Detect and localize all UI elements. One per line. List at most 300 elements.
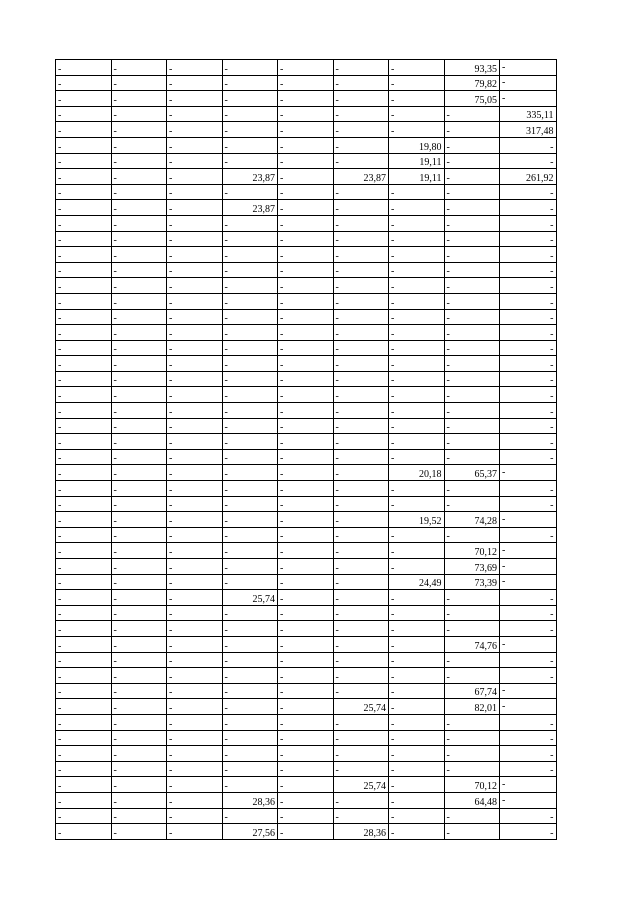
- table-cell: -: [333, 403, 389, 419]
- table-row: [56, 137, 557, 153]
- table-cell: -: [444, 231, 500, 247]
- cell-value: -: [550, 749, 554, 761]
- table-cell: -: [389, 824, 445, 840]
- table-cell: -: [278, 527, 334, 543]
- table-cell: -: [333, 137, 389, 153]
- table-cell: -: [444, 481, 500, 497]
- table-cell: -: [333, 184, 389, 200]
- table-cell: -: [333, 356, 389, 372]
- table-cell: -: [111, 371, 167, 387]
- table-cell: -: [111, 106, 167, 122]
- table-cell: -: [278, 574, 334, 590]
- table-cell: -: [389, 527, 445, 543]
- table-cell: -: [278, 215, 334, 231]
- table-cell: -: [167, 449, 223, 465]
- table-cell: -: [167, 777, 223, 793]
- table-cell: -: [389, 621, 445, 637]
- table-cell: -: [222, 746, 278, 762]
- table-cell: -: [278, 122, 334, 138]
- table-cell-last: [500, 699, 557, 715]
- cell-value: -: [550, 609, 554, 621]
- table-cell: -: [389, 746, 445, 762]
- table-cell: -: [278, 231, 334, 247]
- table-cell: -: [167, 293, 223, 309]
- table-cell: -: [333, 434, 389, 450]
- table-cell-last: [500, 636, 557, 652]
- table-cell: -: [278, 496, 334, 512]
- table-row: [56, 527, 557, 543]
- table-row: [56, 465, 557, 481]
- table-body: [56, 60, 557, 840]
- table-cell: -: [444, 824, 500, 840]
- table-cell-last: [500, 371, 557, 387]
- table-cell: -: [167, 512, 223, 528]
- table-cell: -: [56, 184, 112, 200]
- table-cell: -: [333, 496, 389, 512]
- table-cell: -: [222, 512, 278, 528]
- table-cell: -: [444, 169, 500, 185]
- table-cell: -: [444, 340, 500, 356]
- table-cell: -: [389, 387, 445, 403]
- table-cell: -: [333, 590, 389, 606]
- cell-value: 335,11: [526, 110, 554, 122]
- table-cell-last: [500, 434, 557, 450]
- table-cell: -: [111, 215, 167, 231]
- table-cell: -: [278, 652, 334, 668]
- cell-value: -: [550, 391, 554, 403]
- table-row: [56, 543, 557, 559]
- table-cell: -: [56, 137, 112, 153]
- table-cell-last: [500, 418, 557, 434]
- table-cell: 23,87: [333, 169, 389, 185]
- table-cell: -: [444, 652, 500, 668]
- table-cell: 28,36: [333, 824, 389, 840]
- table-row: [56, 668, 557, 684]
- table-cell: -: [278, 512, 334, 528]
- table-cell: -: [167, 481, 223, 497]
- table-cell: -: [111, 512, 167, 528]
- table-cell: -: [167, 496, 223, 512]
- table-cell: -: [167, 262, 223, 278]
- table-cell: -: [222, 605, 278, 621]
- table-row: [56, 449, 557, 465]
- table-cell: -: [111, 60, 167, 76]
- table-cell: -: [167, 371, 223, 387]
- table-cell: -: [222, 527, 278, 543]
- table-cell: -: [222, 75, 278, 91]
- table-cell-last: [500, 761, 557, 777]
- table-cell: -: [56, 262, 112, 278]
- table-cell: -: [111, 824, 167, 840]
- table-cell: -: [278, 293, 334, 309]
- table-cell: 27,56: [222, 824, 278, 840]
- table-cell: -: [389, 668, 445, 684]
- cell-value: -: [550, 827, 554, 839]
- table-cell: -: [56, 605, 112, 621]
- table-cell: 67,74: [444, 683, 500, 699]
- table-cell: -: [389, 325, 445, 341]
- table-cell: -: [56, 387, 112, 403]
- table-cell: -: [389, 356, 445, 372]
- table-cell: -: [56, 91, 112, 107]
- table-cell: -: [111, 122, 167, 138]
- table-cell: -: [222, 496, 278, 512]
- cell-value: -: [550, 375, 554, 387]
- table-cell: -: [333, 122, 389, 138]
- table-cell: -: [167, 761, 223, 777]
- table-cell: -: [167, 652, 223, 668]
- table-cell: -: [222, 309, 278, 325]
- table-cell: -: [56, 777, 112, 793]
- table-cell: -: [167, 340, 223, 356]
- table-cell: -: [278, 137, 334, 153]
- table-cell: -: [222, 371, 278, 387]
- cell-value: -: [550, 297, 554, 309]
- table-cell: -: [111, 481, 167, 497]
- table-cell: -: [333, 668, 389, 684]
- table-cell: -: [278, 699, 334, 715]
- table-cell: -: [444, 137, 500, 153]
- table-cell: -: [333, 200, 389, 216]
- table-cell-last: [500, 621, 557, 637]
- table-cell: -: [56, 824, 112, 840]
- cell-value: 261,92: [526, 172, 554, 184]
- table-cell: -: [167, 91, 223, 107]
- table-cell: -: [56, 543, 112, 559]
- table-cell: -: [56, 730, 112, 746]
- table-row: [56, 590, 557, 606]
- table-cell: -: [167, 247, 223, 263]
- table-cell: -: [444, 496, 500, 512]
- table-cell: -: [389, 418, 445, 434]
- table-cell: -: [444, 746, 500, 762]
- table-cell: -: [389, 278, 445, 294]
- table-cell: -: [278, 325, 334, 341]
- table-cell-last: [500, 184, 557, 200]
- table-cell-last: [500, 215, 557, 231]
- table-cell: -: [333, 387, 389, 403]
- table-row: [56, 169, 557, 185]
- table-cell: -: [389, 122, 445, 138]
- table-cell: -: [56, 200, 112, 216]
- table-cell-last: [500, 559, 557, 575]
- table-cell: -: [278, 590, 334, 606]
- table-cell-last: [500, 574, 557, 590]
- table-cell: -: [278, 184, 334, 200]
- table-cell: -: [167, 590, 223, 606]
- table-cell: -: [278, 824, 334, 840]
- cell-leading-dash: -: [502, 513, 506, 525]
- table-cell: -: [278, 746, 334, 762]
- table-cell: -: [333, 559, 389, 575]
- table-cell: 79,82: [444, 75, 500, 91]
- table-row: [56, 496, 557, 512]
- table-cell: -: [111, 325, 167, 341]
- table-cell: -: [56, 808, 112, 824]
- table-row: [56, 153, 557, 169]
- table-cell: -: [167, 574, 223, 590]
- table-row: [56, 200, 557, 216]
- table-cell: -: [167, 808, 223, 824]
- cell-value: -: [550, 671, 554, 683]
- table-cell: -: [333, 574, 389, 590]
- table-cell: -: [222, 137, 278, 153]
- table-cell: -: [389, 449, 445, 465]
- table-cell-last: [500, 122, 557, 138]
- table-cell: -: [333, 153, 389, 169]
- table-cell: -: [333, 527, 389, 543]
- table-cell: -: [222, 574, 278, 590]
- table-cell: 19,80: [389, 137, 445, 153]
- table-cell: -: [389, 403, 445, 419]
- table-cell: -: [111, 418, 167, 434]
- table-cell: -: [111, 574, 167, 590]
- table-cell-last: [500, 527, 557, 543]
- table-cell: -: [278, 761, 334, 777]
- table-cell: -: [278, 278, 334, 294]
- table-cell: -: [389, 683, 445, 699]
- table-row: [56, 636, 557, 652]
- table-cell: -: [167, 231, 223, 247]
- table-cell: -: [222, 262, 278, 278]
- table-cell: -: [444, 293, 500, 309]
- table-cell: -: [389, 262, 445, 278]
- table-cell: 64,48: [444, 792, 500, 808]
- table-cell: -: [56, 122, 112, 138]
- table-row: [56, 247, 557, 263]
- table-cell: -: [56, 403, 112, 419]
- table-cell: -: [167, 730, 223, 746]
- table-cell: 19,11: [389, 169, 445, 185]
- table-cell-last: [500, 356, 557, 372]
- table-cell: -: [389, 106, 445, 122]
- table-cell: -: [389, 590, 445, 606]
- table-cell: -: [222, 777, 278, 793]
- table-cell: -: [56, 512, 112, 528]
- table-cell: -: [167, 465, 223, 481]
- table-cell: -: [222, 215, 278, 231]
- table-cell: -: [333, 60, 389, 76]
- table-cell: -: [333, 340, 389, 356]
- table-row: [56, 262, 557, 278]
- table-row: [56, 60, 557, 76]
- table-cell: -: [444, 262, 500, 278]
- table-cell: -: [333, 481, 389, 497]
- table-cell: -: [278, 777, 334, 793]
- table-cell-last: [500, 340, 557, 356]
- table-cell-last: [500, 824, 557, 840]
- table-cell: -: [333, 636, 389, 652]
- table-cell: -: [389, 309, 445, 325]
- table-cell: 25,74: [333, 777, 389, 793]
- table-cell: -: [222, 559, 278, 575]
- table-cell: -: [56, 60, 112, 76]
- table-cell-last: [500, 60, 557, 76]
- table-cell-last: [500, 605, 557, 621]
- table-cell: -: [389, 636, 445, 652]
- cell-leading-dash: -: [502, 467, 506, 479]
- cell-value: -: [550, 157, 554, 169]
- table-cell: -: [444, 387, 500, 403]
- table-cell: -: [278, 434, 334, 450]
- table-cell: -: [444, 668, 500, 684]
- table-cell: -: [111, 527, 167, 543]
- table-cell: -: [167, 278, 223, 294]
- table-cell: -: [278, 543, 334, 559]
- table-cell: -: [56, 574, 112, 590]
- table-cell: -: [278, 60, 334, 76]
- table-cell: -: [278, 75, 334, 91]
- table-cell: -: [111, 137, 167, 153]
- table-cell-last: [500, 543, 557, 559]
- table-cell: -: [56, 527, 112, 543]
- table-cell-last: [500, 231, 557, 247]
- table-cell: -: [111, 293, 167, 309]
- table-cell: -: [278, 340, 334, 356]
- cell-leading-dash: -: [502, 778, 506, 790]
- table-cell: -: [222, 808, 278, 824]
- table-cell: -: [56, 247, 112, 263]
- table-cell: -: [111, 559, 167, 575]
- table-cell-last: [500, 808, 557, 824]
- table-cell: -: [444, 247, 500, 263]
- table-cell: -: [444, 808, 500, 824]
- table-cell: -: [111, 652, 167, 668]
- table-cell-last: [500, 683, 557, 699]
- cell-value: -: [550, 422, 554, 434]
- table-row: [56, 652, 557, 668]
- cell-value: -: [550, 531, 554, 543]
- table-cell: 70,12: [444, 777, 500, 793]
- table-cell-last: [500, 309, 557, 325]
- table-cell: -: [111, 403, 167, 419]
- table-cell: -: [222, 60, 278, 76]
- table-cell: -: [389, 652, 445, 668]
- table-cell: -: [278, 356, 334, 372]
- cell-value: -: [550, 734, 554, 746]
- table-cell: -: [56, 714, 112, 730]
- table-cell: -: [167, 527, 223, 543]
- cell-value: -: [550, 484, 554, 496]
- table-cell: -: [333, 543, 389, 559]
- table-row: [56, 559, 557, 575]
- table-cell: -: [444, 215, 500, 231]
- table-cell: -: [111, 621, 167, 637]
- cell-leading-dash: -: [502, 560, 506, 572]
- table-cell: -: [333, 605, 389, 621]
- table-cell: -: [333, 75, 389, 91]
- cell-value: -: [550, 188, 554, 200]
- table-cell: -: [389, 730, 445, 746]
- table-cell: -: [389, 215, 445, 231]
- table-row: [56, 777, 557, 793]
- table-cell: -: [56, 215, 112, 231]
- table-cell: -: [56, 449, 112, 465]
- table-cell: -: [111, 169, 167, 185]
- cell-value: -: [550, 203, 554, 215]
- table-cell: -: [56, 169, 112, 185]
- table-cell-last: [500, 730, 557, 746]
- table-cell: -: [278, 465, 334, 481]
- cell-value: -: [550, 313, 554, 325]
- table-cell: -: [222, 231, 278, 247]
- table-cell: -: [222, 714, 278, 730]
- table-cell: -: [111, 808, 167, 824]
- table-cell: -: [389, 371, 445, 387]
- table-cell: -: [167, 309, 223, 325]
- table-cell: -: [444, 605, 500, 621]
- table-cell: -: [222, 278, 278, 294]
- table-cell: -: [444, 761, 500, 777]
- table-row: [56, 91, 557, 107]
- table-cell: -: [278, 169, 334, 185]
- table-row: [56, 387, 557, 403]
- cell-leading-dash: -: [502, 61, 506, 73]
- table-cell: -: [56, 434, 112, 450]
- table-cell: -: [111, 340, 167, 356]
- table-cell: -: [444, 356, 500, 372]
- cell-leading-dash: -: [502, 794, 506, 806]
- table-cell-last: [500, 590, 557, 606]
- table-cell: -: [111, 278, 167, 294]
- table-cell: -: [56, 309, 112, 325]
- table-cell: -: [389, 714, 445, 730]
- table-row: [56, 325, 557, 341]
- table-cell: -: [278, 449, 334, 465]
- table-cell: 19,52: [389, 512, 445, 528]
- cell-value: -: [550, 453, 554, 465]
- table-cell: -: [444, 714, 500, 730]
- table-cell: -: [333, 683, 389, 699]
- table-cell: -: [222, 184, 278, 200]
- table-cell: -: [111, 309, 167, 325]
- table-cell: -: [333, 309, 389, 325]
- table-cell-last: [500, 137, 557, 153]
- table-cell: -: [167, 137, 223, 153]
- table-cell: -: [444, 278, 500, 294]
- table-cell: -: [222, 153, 278, 169]
- table-cell: -: [222, 543, 278, 559]
- table-cell: -: [222, 730, 278, 746]
- table-cell: -: [56, 496, 112, 512]
- table-cell: -: [444, 200, 500, 216]
- table-cell: -: [167, 75, 223, 91]
- table-cell-last: [500, 247, 557, 263]
- table-cell: -: [389, 231, 445, 247]
- table-cell: -: [56, 325, 112, 341]
- table-cell: 93,35: [444, 60, 500, 76]
- table-cell-last: [500, 91, 557, 107]
- table-cell: -: [222, 340, 278, 356]
- table-cell: -: [111, 153, 167, 169]
- table-cell-last: [500, 169, 557, 185]
- table-cell: -: [167, 434, 223, 450]
- table-cell: -: [111, 730, 167, 746]
- table-cell: -: [167, 605, 223, 621]
- table-cell: -: [389, 200, 445, 216]
- table-cell: 25,74: [222, 590, 278, 606]
- table-cell: -: [111, 543, 167, 559]
- table-cell-last: [500, 714, 557, 730]
- table-cell: -: [56, 761, 112, 777]
- table-cell: -: [444, 527, 500, 543]
- table-cell: 74,28: [444, 512, 500, 528]
- table-cell: -: [56, 559, 112, 575]
- table-cell: -: [222, 683, 278, 699]
- table-cell: -: [56, 278, 112, 294]
- table-cell: -: [333, 512, 389, 528]
- cell-value: -: [550, 250, 554, 262]
